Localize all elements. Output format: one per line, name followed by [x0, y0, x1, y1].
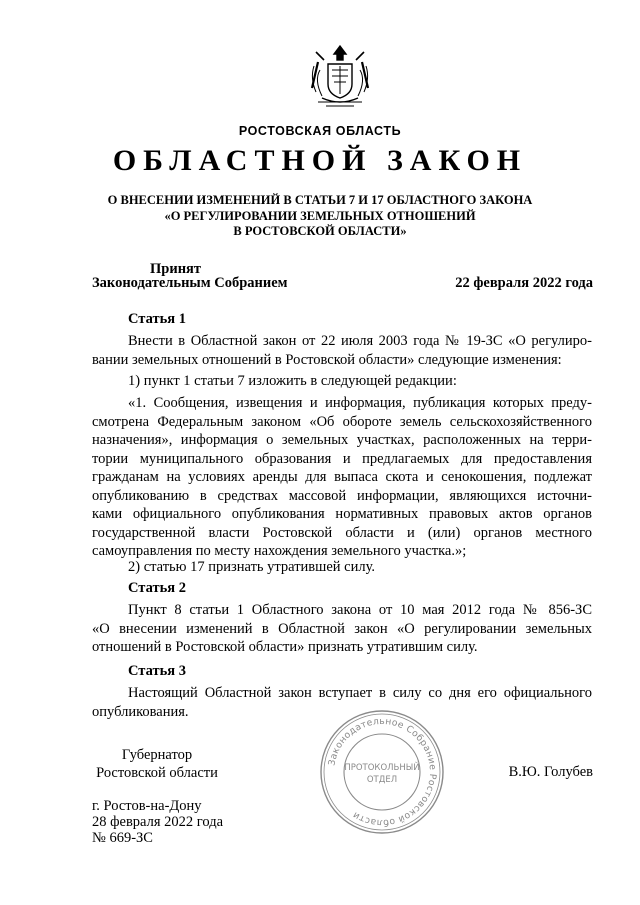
law-title-line: В РОСТОВСКОЙ ОБЛАСТИ» [233, 224, 407, 238]
article-1-paragraph-4 [92, 558, 592, 577]
footer-law-number: № 669-ЗС [92, 830, 153, 846]
stamp-ring-text: Законодательное Собрание Ростовской области [326, 715, 439, 829]
text-line: гражданам на условиях аренды для выпаса скота и сенокошения, подлежат [92, 469, 592, 485]
footer-date: 28 февраля 2022 года [92, 814, 224, 830]
signatory-title-line: Губернатор [121, 747, 193, 763]
text-line: Настоящий Областной закон вступает в силу со дня его официального [128, 685, 592, 701]
text-line: опубликованию в средствах массовой информации, являющихся источни- [92, 487, 592, 504]
article-1-quoted-text [92, 394, 592, 561]
stamp-center-line: ОТДЕЛ [366, 775, 398, 785]
stamp-center-line: ПРОТОКОЛЬНЫЙ [344, 763, 420, 773]
region-name: РОСТОВСКАЯ ОБЛАСТЬ [238, 124, 402, 138]
text-line: ками официального опубликования нормативных правовых актов органов [92, 506, 592, 522]
law-title [0, 193, 640, 240]
text-line: государственной власти Ростовской области и (или) органов местного [92, 524, 592, 541]
signatory-title-line: Ростовской области [96, 765, 218, 781]
text-line: «1. Сообщения, извещения и информация, публикация которых преду- [128, 395, 592, 411]
law-title-line: «О РЕГУЛИРОВАНИИ ЗЕМЕЛЬНЫХ ОТНОШЕНИЙ [164, 208, 476, 223]
article-2-heading: Статья 2 [128, 580, 186, 596]
text-line: «О внесении изменений в Областной закон «О регулировании земельных [92, 620, 592, 637]
coat-of-arms-icon [304, 40, 376, 112]
text-line: назначения», информация о земельных участках, расположенных на терри- [92, 432, 592, 448]
law-title-line: О ВНЕСЕНИИ ИЗМЕНЕНИЙ В СТАТЬИ 7 И 17 ОБЛАСТНОГО ЗАКОНА [107, 193, 533, 207]
article-1-paragraph-1 [92, 332, 592, 369]
footer-city: г. Ростов-на-Дону [92, 798, 202, 814]
adopted-date: 22 февраля 2022 года [455, 275, 593, 291]
article-1-paragraph-2 [92, 372, 592, 391]
document-type-heading: ОБЛАСТНОЙ ЗАКОН [112, 144, 528, 177]
text-line: 1) пункт 1 статьи 7 изложить в следующей редакции: [128, 373, 457, 389]
adopted-label: Принят [150, 261, 202, 277]
text-line: тории муниципального образования и предлагаемых для предоставления [92, 450, 592, 467]
text-line: смотрена Федеральным законом «Об обороте земель сельскохозяйственного [92, 413, 592, 430]
article-1-heading: Статья 1 [128, 311, 186, 327]
adopted-by: Законодательным Собранием [92, 275, 288, 291]
text-line: 2) статью 17 признать утратившей силу. [128, 559, 375, 575]
text-line: отношений в Ростовской области» признать утратившим силу. [92, 639, 478, 655]
signatory-title [92, 746, 222, 782]
article-2-paragraph [92, 601, 592, 657]
signatory-name: В.Ю. Голубев [508, 764, 593, 780]
article-3-heading: Статья 3 [128, 663, 186, 679]
text-line: вании земельных отношений в Ростовской области» следующие изменения: [92, 351, 562, 368]
official-stamp [318, 708, 446, 836]
text-line: самоуправления по месту нахождения земельного участка.»; [92, 543, 467, 559]
text-line: опубликования. [92, 703, 189, 720]
text-line: Внести в Областной закон от 22 июля 2003 года № 19-ЗС «О регулиро- [128, 333, 592, 349]
text-line: Пункт 8 статьи 1 Областного закона от 10 мая 2012 года № 856-ЗС [128, 602, 592, 618]
